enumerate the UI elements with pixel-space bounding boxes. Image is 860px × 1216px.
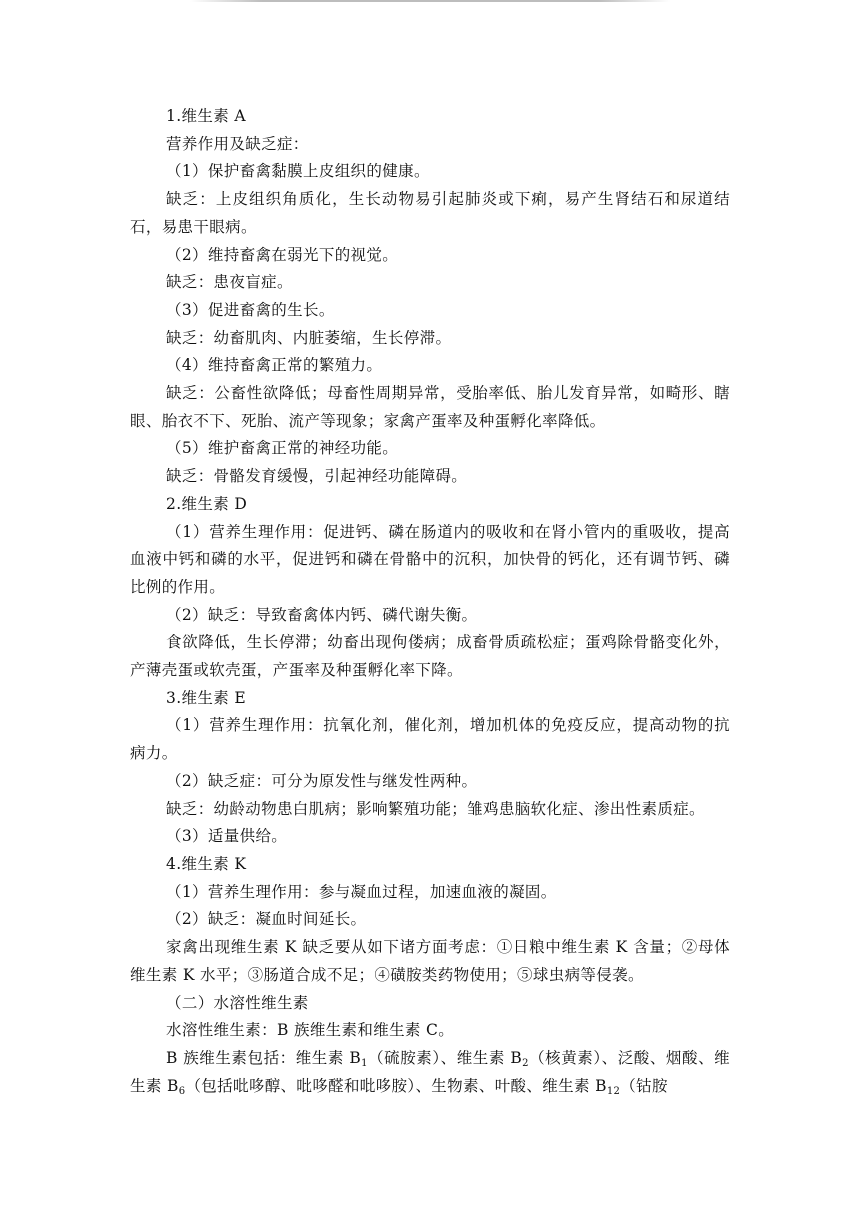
b-group-text: （硫胺素）、维生素 B — [367, 1048, 523, 1067]
paragraph: 缺乏：上皮组织角质化，生长动物易引起肺炎或下痢，易产生肾结石和尿道结石，易患干眼病。 — [130, 190, 730, 236]
paragraph: 营养作用及缺乏症： — [166, 134, 309, 153]
paragraph: （2）维持畜禽在弱光下的视觉。 — [166, 245, 399, 264]
paragraph: （3）适量供给。 — [166, 827, 288, 846]
subscript: 12 — [606, 1085, 621, 1097]
paragraph: （3）促进畜禽的生长。 — [166, 300, 335, 319]
paragraph: 缺乏：患夜盲症。 — [166, 273, 293, 292]
paragraph: （5）维护畜禽正常的神经功能。 — [166, 439, 399, 458]
paragraph: （1）保护畜禽黏膜上皮组织的健康。 — [166, 162, 430, 181]
paragraph: 水溶性维生素：B 族维生素和维生素 C。 — [166, 1021, 455, 1040]
heading-vitamin-e: 3.维生素 E — [166, 688, 246, 707]
paragraph: （1）营养生理作用：参与凝血过程，加速血液的凝固。 — [166, 882, 557, 901]
subscript: 2 — [522, 1057, 529, 1069]
top-rule — [190, 0, 670, 2]
b-group-text: （核黄素）、泛酸、烟酸、维生素 B — [130, 1048, 730, 1095]
paragraph: （1）营养生理作用：抗氧化剂，催化剂，增加机体的免疫反应，提高动物的抗病力。 — [130, 716, 730, 763]
heading-vitamin-k: 4.维生素 K — [166, 854, 247, 873]
paragraph-b-group — [130, 1045, 730, 1100]
document-page — [130, 103, 730, 1100]
paragraph: （2）缺乏症：可分为原发性与继发性两种。 — [166, 771, 478, 790]
paragraph: 缺乏：骨骼发育缓慢，引起神经功能障碍。 — [166, 467, 468, 486]
heading-water-soluble: （二）水溶性维生素 — [166, 993, 309, 1012]
b-group-text: （钴胺 — [620, 1076, 668, 1095]
b-group-text: （包括吡哆醇、吡哆醛和吡哆胺）、生物素、叶酸、维生素 B — [185, 1076, 607, 1095]
paragraph: 缺乏：幼畜肌肉、内脏萎缩，生长停滞。 — [166, 328, 452, 347]
paragraph: （4）维持畜禽正常的繁殖力。 — [166, 356, 383, 375]
paragraph: 缺乏：公畜性欲降低；母畜性周期异常，受胎率低、胎儿发育异常，如畸形、瞎眼、胎衣不下、死胎、流产等现象；家禽产蛋率及种蛋孵化率降低。 — [130, 384, 730, 430]
paragraph: 食欲降低，生长停滞；幼畜出现佝偻病；成畜骨质疏松症；蛋鸡除骨骼变化外，产薄壳蛋或软壳蛋，产蛋率及种蛋孵化率下降。 — [130, 633, 730, 680]
paragraph: （2）缺乏：凝血时间延长。 — [166, 910, 367, 929]
paragraph: （2）缺乏：导致畜禽体内钙、磷代谢失衡。 — [166, 605, 478, 624]
subscript: 1 — [361, 1057, 368, 1069]
b-group-text: B 族维生素包括：维生素 B — [166, 1048, 362, 1067]
paragraph: （1）营养生理作用：促进钙、磷在肠道内的吸收和在肾小管内的重吸收，提高血液中钙和磷的水平，促进钙和磷在骨骼中的沉积，加快骨的钙化，还有调节钙、磷比例的作用。 — [130, 522, 730, 596]
heading-vitamin-d: 2.维生素 D — [166, 494, 248, 513]
heading-vitamin-a: 1.维生素 A — [166, 107, 246, 125]
subscript: 6 — [178, 1085, 186, 1097]
paragraph: 缺乏：幼龄动物患白肌病；影响繁殖功能；雏鸡患脑软化症、渗出性素质症。 — [166, 799, 705, 818]
paragraph: 家禽出现维生素 K 缺乏要从如下诸方面考虑：①日粮中维生素 K 含量；②母体维生素 K 水平；③肠道合成不足；④磺胺类药物使用；⑤球虫病等侵袭。 — [130, 938, 730, 984]
